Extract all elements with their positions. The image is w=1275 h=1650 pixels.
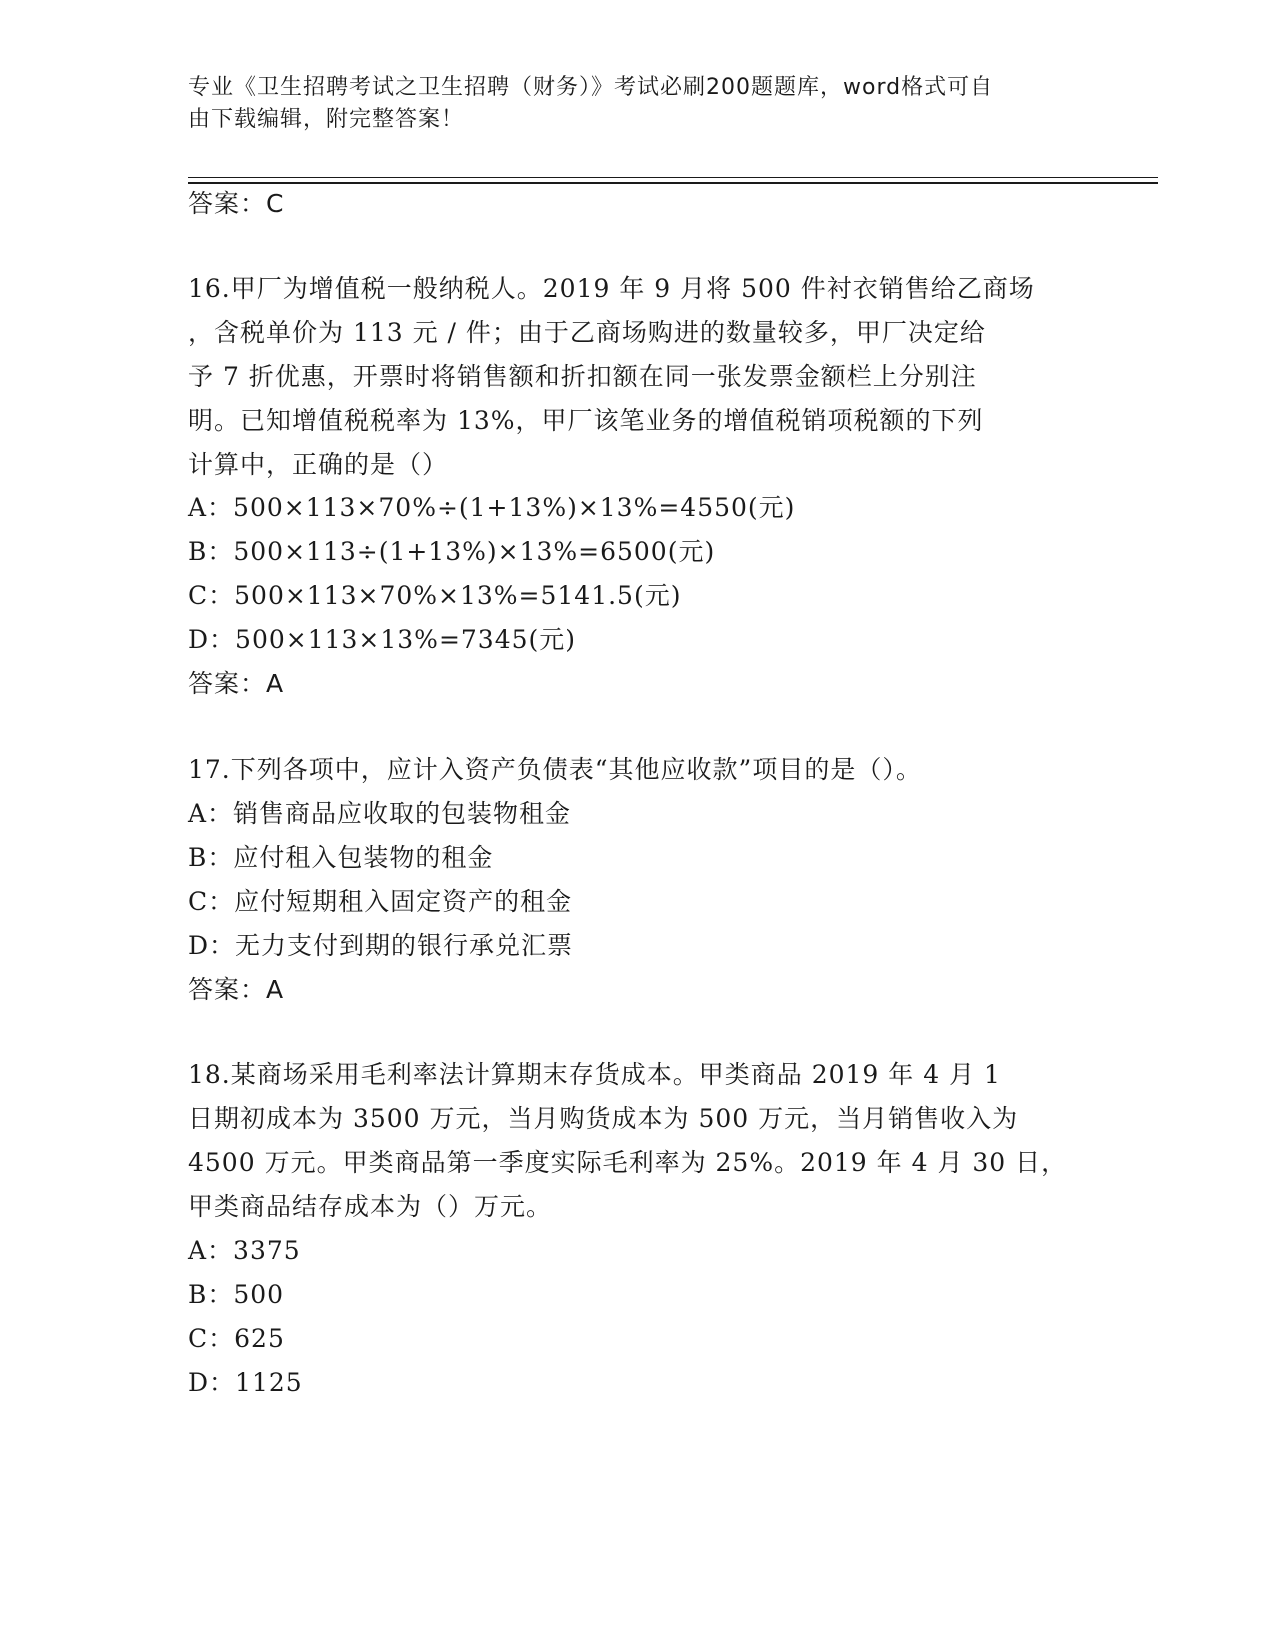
q17-answer: 答案：A xyxy=(188,975,285,1004)
q18-option-b: B：500 xyxy=(188,1280,285,1309)
header-divider-thin xyxy=(188,177,1158,178)
header-divider-thick xyxy=(188,182,1158,184)
q18-option-a: A：3375 xyxy=(188,1236,301,1265)
q16-option-a: A：500×113×70%÷(1+13%)×13%=4550(元) xyxy=(188,493,796,522)
q16-text-line-3: 予 7 折优惠，开票时将销售额和折扣额在同一张发票金额栏上分别注 xyxy=(188,362,977,391)
q16-option-c: C：500×113×70%×13%=5141.5(元) xyxy=(188,581,682,610)
q16-text-line-2: ，含税单价为 113 元 / 件；由于乙商场购进的数量较多，甲厂决定给 xyxy=(188,318,986,347)
q17-option-c: C：应付短期租入固定资产的租金 xyxy=(188,887,573,916)
q17-option-a: A：销售商品应收取的包装物租金 xyxy=(188,799,572,828)
q18-text-line-3: 4500 万元。甲类商品第一季度实际毛利率为 25%。2019 年 4 月 30 日， xyxy=(188,1148,1068,1177)
document-header xyxy=(188,72,1088,136)
q17-text-line-1: 17.下列各项中，应计入资产负债表“其他应收款”项目的是（）。 xyxy=(188,755,922,784)
q18-text-line-2: 日期初成本为 3500 万元，当月购货成本为 500 万元，当月销售收入为 xyxy=(188,1104,1019,1133)
q18-text-line-1: 18.某商场采用毛利率法计算期末存货成本。甲类商品 2019 年 4 月 1 xyxy=(188,1060,1001,1089)
q18-option-d: D：1125 xyxy=(188,1368,303,1397)
q18-option-c: C：625 xyxy=(188,1324,285,1353)
q16-option-d: D：500×113×13%=7345(元) xyxy=(188,625,577,654)
q18-text-line-4: 甲类商品结存成本为（）万元。 xyxy=(188,1192,553,1221)
q17-option-b: B：应付租入包装物的租金 xyxy=(188,843,494,872)
q16-answer: 答案：A xyxy=(188,669,285,698)
q16-option-b: B：500×113÷(1+13%)×13%=6500(元) xyxy=(188,537,716,566)
header-line-2: 由下载编辑，附完整答案！ xyxy=(188,107,465,132)
q17-option-d: D：无力支付到期的银行承兑汇票 xyxy=(188,931,574,960)
answer-previous: 答案：C xyxy=(188,189,285,218)
q16-text-line-4: 明。已知增值税税率为 13%，甲厂该笔业务的增值税销项税额的下列 xyxy=(188,406,984,435)
q16-text-line-5: 计算中，正确的是（） xyxy=(188,450,449,479)
q16-text-line-1: 16.甲厂为增值税一般纳税人。2019 年 9 月将 500 件衬衣销售给乙商场 xyxy=(188,274,1035,303)
header-line-1: 专业《卫生招聘考试之卫生招聘（财务）》考试必刷200题题库，word格式可自 xyxy=(188,75,994,100)
